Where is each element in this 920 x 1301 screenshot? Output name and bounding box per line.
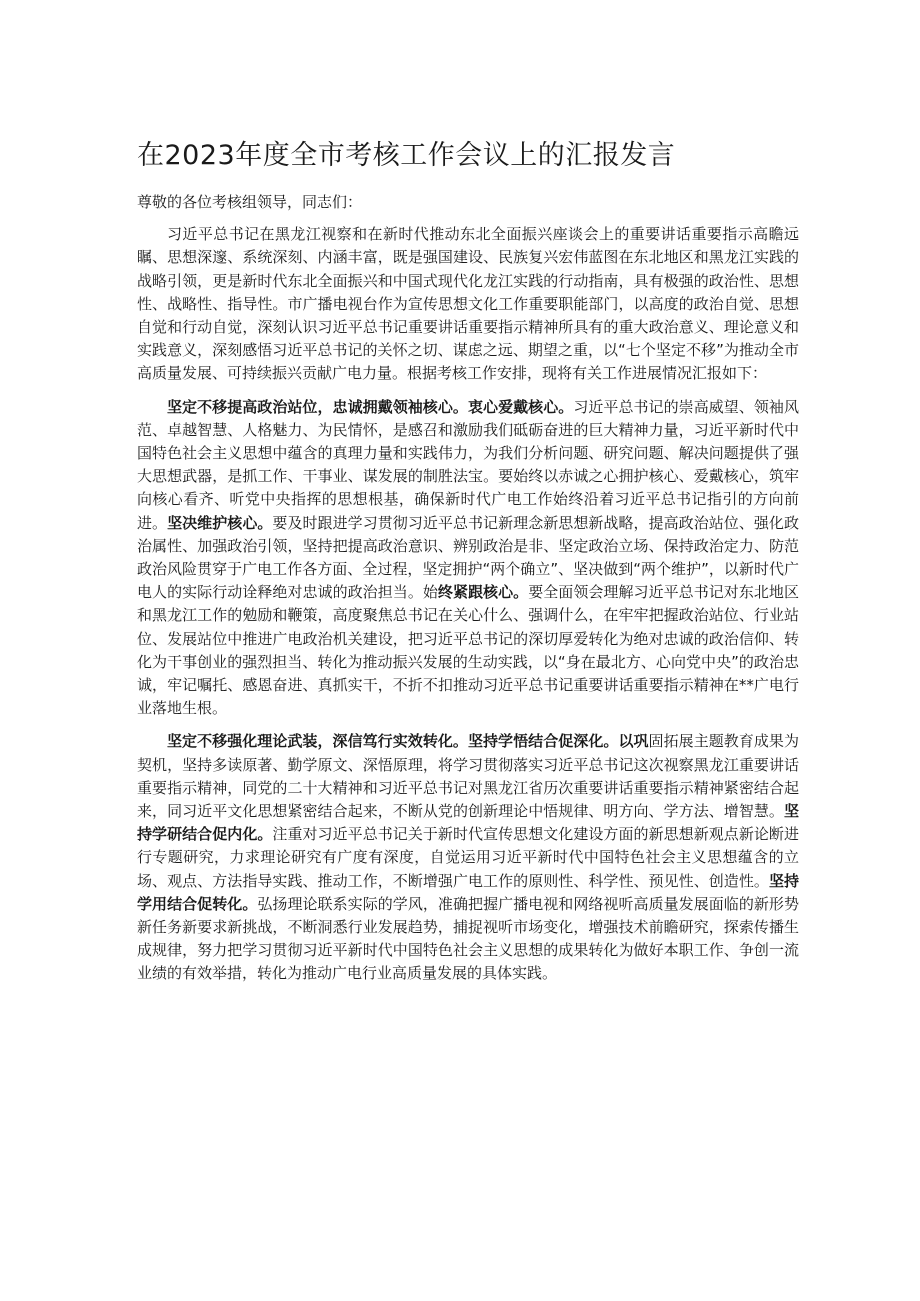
section-heading-theory: 坚定不移强化理论武装，深信笃行实效转化。坚持学悟结合促深化。以巩: [167, 732, 649, 751]
section-heading-political: 坚定不移提高政治站位，忠诚拥戴领袖核心。: [167, 397, 468, 416]
paragraph-text: 固拓展主题教育成果为契机，坚持多读原著、勤学原文、深悟原理，将学习贯彻落实习近平总书记这次视察黑龙江重要讲话重要指示精神，同党的二十大精神和习近平总书记对黑龙江省历次重要讲话重要指示精神紧密结合起来，同习近平文化思想紧密结合起来，不断从党的创新理论中悟规律、明方向、学方法、增智慧。: [137, 732, 799, 820]
paragraph-text: 弘扬理论联系实际的学风，准确把握广播电视和网络视听高质量发展面临的新形势新任务新要求新挑战，不断洞悉行业发展趋势，捕捉视听市场变化，增强技术前瞻研究，探索传播生成规律，努力把学习贯彻习近平新时代中国特色社会主义思想的成果转化为做好本职工作、争创一流业绩的有效举措，转化为推动广电行业高质量发展的具体实践。: [137, 894, 799, 983]
paragraph-theory: [137, 730, 799, 985]
paragraph-political-stance: [137, 396, 799, 721]
paragraph-intro: [137, 223, 799, 385]
salutation: 尊敬的各位考核组领导，同志们：: [137, 193, 363, 212]
subheading-study-research: 坚持学研结合促内化。: [137, 801, 799, 844]
subheading-safeguard-core: 坚决维护核心。: [167, 513, 273, 532]
subheading-follow-core: 终紧跟核心。: [437, 583, 529, 602]
subheading-love-core: 衷心爱戴核心。: [467, 397, 574, 416]
document-title: 在2023年度全市考核工作会议上的汇报发言: [137, 140, 676, 171]
paragraph-intro-text: 习近平总书记在黑龙江视察和在新时代推动东北全面振兴座谈会上的重要讲话重要指示高瞻远瞩、思想深邃、系统深刻、内涵丰富，既是强国建设、民族复兴宏伟蓝图在东北地区和黑龙江实践的战略引领，更是新时代东北全面振兴和中国式现代化龙江实践的行动指南，具有极强的政治性、思想性、战略性、指导性。市广播电视台作为宣传思想文化工作重要职能部门，以高度的政治自觉、思想自觉和行动自觉，深刻认识习近平总书记重要讲话重要指示精神所具有的重大政治意义、理论意义和实践意义，深刻感悟习近平总书记的关怀之切、谋虑之远、期望之重，以“七个坚定不移”为推动全市高质量发展、可持续振兴贡献广电力量。根据考核工作安排，现将有关工作进展情况汇报如下：: [137, 225, 799, 383]
paragraph-text: 要及时跟进学习贯彻习近平总书记新理念新思想新战略，提高政治站位、强化政治属性、加强政治引领，坚持把提高政治意识、辨别政治是非、坚定政治立场、保持政治定力、防范政治风险贯穿于广电工作各方面、全过程，坚定拥护“两个确立”、坚决做到“两个维护”，以新时代广电人的实际行动诠释绝对忠诚的政治担当。始: [137, 513, 799, 602]
paragraph-text: 注重对习近平总书记关于新时代宣传思想文化建设方面的新思想新观点新论断进行专题研究，力求理论研究有广度有深度，自觉运用习近平新时代中国特色社会主义思想蕴含的立场、观点、方法指导实践、推动工作，不断增强广电工作的原则性、科学性、预见性、创造性。: [137, 825, 799, 890]
paragraph-text: 要全面领会理解习近平总书记对东北地区和黑龙江工作的勉励和鞭策，高度聚焦总书记在关心什么、强调什么，在牢牢把握政治站位、行业站位、发展站位中推进广电政治机关建设，把习近平总书记的深切厚爱转化为绝对忠诚的政治信仰、转化为干事创业的强烈担当、转化为推动振兴发展的生动实践，以“身在最北方、心向党中央”的政治忠诚，牢记嘱托、感恩奋进、真抓实干，不折不扣推动习近平总书记重要讲话重要指示精神在**广电行业落地生根。: [137, 583, 799, 718]
subheading-study-apply: 坚持学用结合促转化。: [137, 871, 799, 913]
document-page: [137, 138, 799, 996]
paragraph-text: 习近平总书记的崇高威望、领袖风范、卓越智慧、人格魅力、为民情怀，是感召和激励我们砥砺奋进的巨大精神力量，习近平新时代中国特色社会主义思想中蕴含的真理力量和实践伟力，为我们分析问题、研究问题、解决问题提供了强大思想武器，是抓工作、干事业、谋发展的制胜法宝。要始终以赤诚之心拥护核心、爱戴核心，筑牢向核心看齐、听党中央指挥的思想根基，确保新时代广电工作始终沿着习近平总书记指引的方向前进。: [137, 397, 799, 532]
